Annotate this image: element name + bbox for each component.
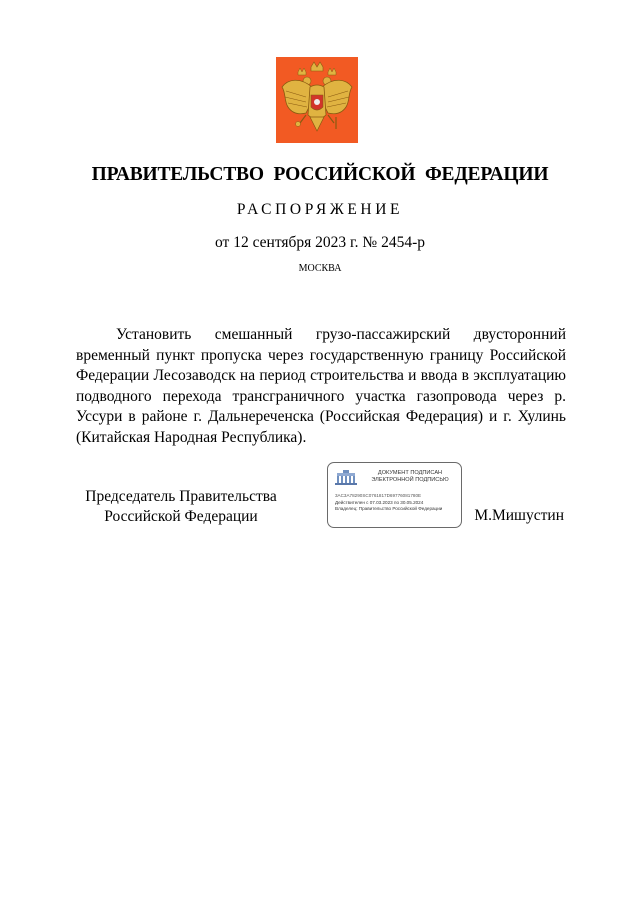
document-date-number: от 12 сентября 2023 г. № 2454-р	[215, 234, 425, 251]
stamp-certificate: 3AC3A78290SC0761817D69776081780E	[335, 493, 422, 498]
stamp-title-line-2: ЭЛЕКТРОННОЙ ПОДПИСЬЮ	[371, 477, 449, 483]
signer-title-line-1: Председатель Правительства	[85, 488, 277, 505]
russian-coat-of-arms-icon	[276, 57, 358, 143]
stamp-validity: Действителен с 07.03.2023 по 30.05.2024	[335, 500, 424, 505]
document-city: МОСКВА	[298, 263, 342, 274]
order-text: Установить смешанный грузо-пассажирский двусторонний временный пункт пропуска через государственную границу Российской Федерации Лесозаводск на период строительства и ввода в эксплуатацию подводного перехода трансграничного участка газопровода через р. Уссури в районе г. Дальнереченска (Российская Федерация) и г. Хулинь (Китайская Народная Республика).	[76, 326, 566, 446]
document-type: РАСПОРЯЖЕНИЕ	[236, 201, 404, 218]
government-building-icon	[334, 469, 358, 485]
stamp-title-line-1: ДОКУМЕНТ ПОДПИСАН	[377, 470, 443, 476]
signer-name: М.Мишустин	[474, 507, 564, 524]
stamp-title	[362, 470, 458, 484]
stamp-owner: Владелец: Правительство Российской Федерации	[335, 506, 443, 511]
electronic-signature-stamp	[327, 462, 462, 528]
signer-title	[76, 487, 286, 527]
signer-title-line-2: Российской Федерации	[104, 508, 258, 525]
government-title: ПРАВИТЕЛЬСТВО РОССИЙСКОЙ ФЕДЕРАЦИИ	[91, 164, 549, 185]
coat-of-arms-emblem	[276, 57, 358, 143]
